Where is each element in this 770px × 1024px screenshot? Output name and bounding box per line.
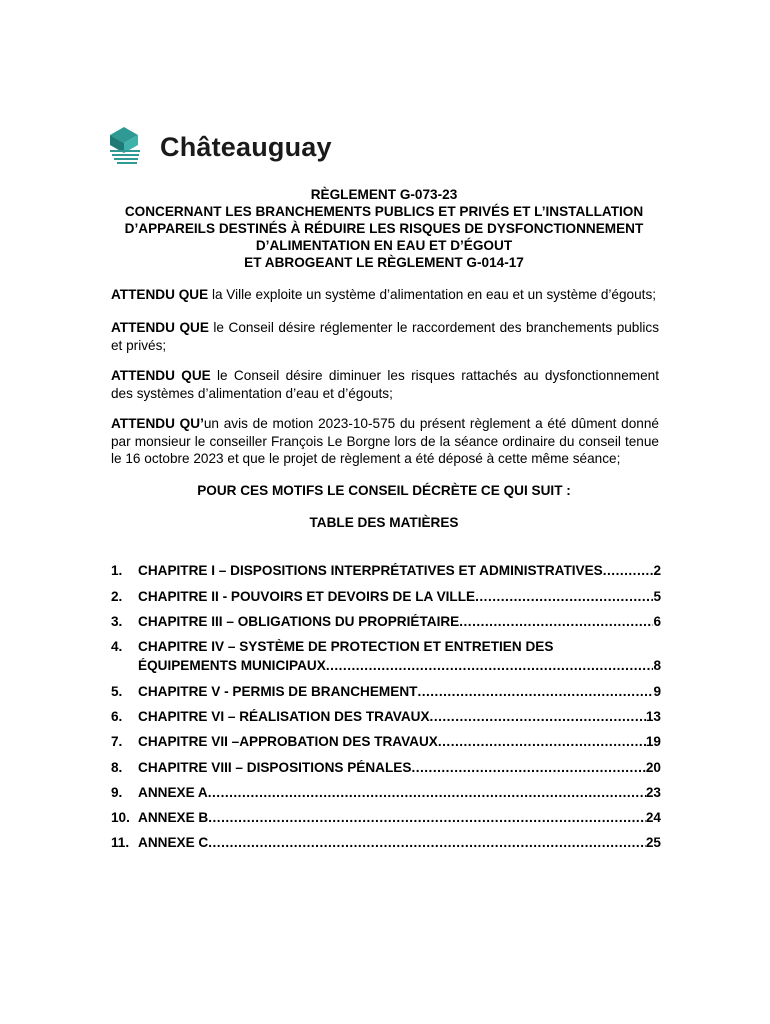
- logo-wordmark: Châteauguay: [160, 131, 332, 162]
- toc-page: 24: [645, 810, 661, 825]
- toc-number: 9.: [111, 785, 123, 800]
- toc-entry[interactable]: [111, 810, 661, 825]
- title-line: D’ALIMENTATION EN EAU ET D’ÉGOUT: [255, 238, 513, 253]
- toc-leader: [417, 684, 653, 699]
- toc-number: 2.: [111, 589, 123, 604]
- toc-label: CHAPITRE II - POUVOIRS ET DEVOIRS DE LA VILLE: [138, 589, 476, 604]
- attendu-lead: ATTENDU QUE: [111, 320, 209, 335]
- toc-entry[interactable]: [111, 639, 661, 654]
- toc-number: 6.: [111, 709, 123, 724]
- toc-leader: [208, 835, 646, 850]
- toc-page: 19: [645, 734, 661, 749]
- toc-label: ÉQUIPEMENTS MUNICIPAUX: [138, 658, 326, 673]
- attendu-paragraph: [111, 286, 659, 304]
- toc-entry[interactable]: [111, 734, 661, 749]
- toc-number: 10.: [111, 810, 130, 825]
- toc-label: ANNEXE C: [138, 835, 209, 850]
- toc-label: CHAPITRE VI – RÉALISATION DES TRAVAUX: [138, 709, 430, 724]
- toc-number: 7.: [111, 734, 123, 749]
- toc-number: 3.: [111, 614, 123, 629]
- toc-page: 9: [653, 684, 661, 699]
- toc-label: ANNEXE B: [138, 810, 209, 825]
- attendu-paragraph: [111, 415, 659, 468]
- toc-number: 1.: [111, 563, 123, 578]
- toc-page: 5: [653, 589, 661, 604]
- toc-page: 6: [653, 614, 661, 629]
- document-title: [100, 186, 668, 271]
- toc-leader: [430, 709, 646, 724]
- toc-entry[interactable]: [111, 835, 661, 850]
- attendu-lead: ATTENDU QU’: [111, 416, 204, 431]
- toc-label: CHAPITRE III – OBLIGATIONS DU PROPRIÉTAIRE: [138, 614, 460, 629]
- title-line: ET ABROGEANT LE RÈGLEMENT G-014-17: [244, 255, 524, 270]
- toc-number: 4.: [111, 639, 123, 654]
- title-line: D’APPAREILS DESTINÉS À RÉDUIRE LES RISQUES DE DYSFONCTIONNEMENT: [124, 221, 644, 236]
- toc-leader: [459, 614, 653, 629]
- toc-label: CHAPITRE VIII – DISPOSITIONS PÉNALES: [138, 760, 412, 775]
- toc-page: 23: [645, 785, 661, 800]
- city-logo: [110, 127, 332, 167]
- toc-number: 11.: [111, 835, 130, 850]
- toc-leader: [208, 785, 646, 800]
- attendu-paragraph: [111, 319, 659, 354]
- toc-label: CHAPITRE IV – SYSTÈME DE PROTECTION ET ENTRETIEN DES: [138, 639, 554, 654]
- attendu-paragraph: [111, 367, 659, 402]
- toc-entry[interactable]: [111, 760, 661, 775]
- attendu-text: un avis de motion 2023-10-575 du présent règlement a été dûment donné par monsieur le conseiller François Le Borgne lors de la séance ordinaire du conseil tenue le 16 octobre 2023 et que le projet de règlement a été déposé à cette même séance;: [111, 416, 659, 466]
- title-line: RÈGLEMENT G-073-23: [310, 187, 458, 202]
- toc-heading: TABLE DES MATIÈRES: [309, 515, 459, 530]
- toc-entry[interactable]: [111, 563, 661, 578]
- attendu-lead: ATTENDU QUE: [111, 368, 211, 383]
- toc-leader: [208, 810, 646, 825]
- toc-page: 8: [653, 658, 661, 673]
- toc-label: CHAPITRE VII –APPROBATION DES TRAVAUX: [138, 734, 438, 749]
- attendu-text: le Conseil désire diminuer les risques rattachés au dysfonctionnement des systèmes d’alimentation d’eau et d’égouts;: [111, 368, 660, 401]
- toc-leader: [475, 589, 653, 604]
- attendu-text: le Conseil désire réglementer le raccordement des branchements publics et privés;: [111, 320, 660, 353]
- toc-leader: [603, 563, 654, 578]
- attendu-lead: ATTENDU QUE: [111, 287, 209, 302]
- toc-label: CHAPITRE V - PERMIS DE BRANCHEMENT: [138, 684, 418, 699]
- chateauguay-logo-icon: [110, 127, 148, 167]
- toc-leader: [326, 658, 654, 673]
- toc-entry-continuation[interactable]: [111, 658, 661, 673]
- toc-page: 2: [653, 563, 661, 578]
- toc-entry[interactable]: [111, 709, 661, 724]
- toc-label: CHAPITRE I – DISPOSITIONS INTERPRÉTATIVES ET ADMINISTRATIVES: [138, 563, 603, 578]
- toc-page: 25: [645, 835, 661, 850]
- toc-entry[interactable]: [111, 589, 661, 604]
- toc-leader: [411, 760, 645, 775]
- toc-page: 20: [645, 760, 661, 775]
- attendu-text: la Ville exploite un système d’alimentation en eau et un système d’égouts;: [208, 287, 657, 302]
- toc-page: 13: [645, 709, 661, 724]
- toc-entry[interactable]: [111, 614, 661, 629]
- title-line: CONCERNANT LES BRANCHEMENTS PUBLICS ET PRIVÉS ET L’INSTALLATION: [124, 204, 644, 219]
- toc-entry[interactable]: [111, 785, 661, 800]
- toc-leader: [438, 734, 646, 749]
- toc-number: 5.: [111, 684, 123, 699]
- motifs-heading: POUR CES MOTIFS LE CONSEIL DÉCRÈTE CE QUI SUIT :: [197, 483, 571, 498]
- toc-number: 8.: [111, 760, 123, 775]
- toc-entry[interactable]: [111, 684, 661, 699]
- toc-label: ANNEXE A: [138, 785, 208, 800]
